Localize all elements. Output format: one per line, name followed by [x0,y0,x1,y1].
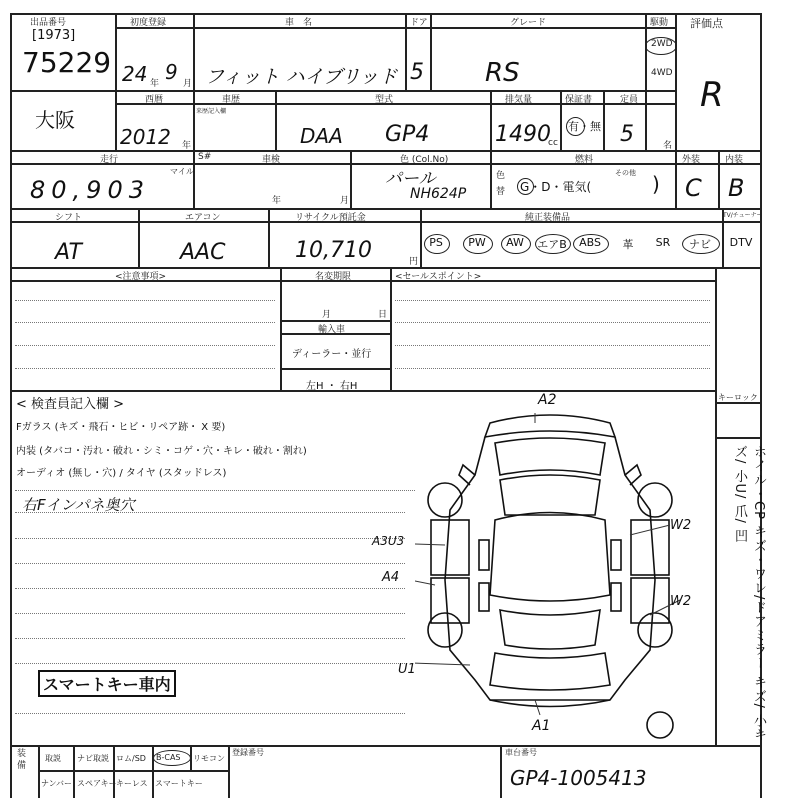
doors: 5 [410,60,424,85]
chassis-label: 車台番号 [505,748,537,757]
score-label: 評価点 [690,17,723,30]
exterior-label: 外装 [682,155,701,165]
audio-line: オーディオ (無し・穴) / タイヤ (スタッドレス) [16,468,227,479]
year-ad: 2012 [120,125,171,149]
capacity-label: 定員 [620,95,639,105]
displacement-label: 排気量 [505,95,533,105]
grade: RS [485,58,520,88]
handle: 左H ・ 右H [306,381,358,392]
score: R [700,75,724,115]
equipment-label: 純正装備品 [525,213,571,223]
location: 大阪 [35,108,75,132]
aircon-label: エアコン [185,213,221,223]
interior: B [728,174,745,202]
color-label: 色 (Col.No) [400,155,449,165]
inspection-label: 車検 [262,155,281,165]
equip-navi: ナビ [689,238,711,251]
smart-key: スマートキー車内 [43,675,171,694]
meigi-label: 名変期限 [315,272,352,282]
interior-label: 内装 [725,155,744,165]
equip-sr: SR [655,236,671,249]
damage-left-front: A3U3 [372,534,405,548]
lot-number: 75229 [22,46,112,79]
smeter-label: S# [198,152,212,162]
car-name-label: 車 名 [285,18,313,28]
keylock-label: キーロック [718,393,758,402]
warranty: 有・無 [568,120,601,133]
shift: AT [55,240,82,265]
inspector-title: < 検査員記入欄 > [16,397,125,412]
footer-equip-label: 装備 [17,749,27,771]
mile-label: マイル [170,167,194,176]
damage-right-front: W2 [670,518,692,533]
mileage: 80,903 [30,176,150,204]
kireki-label: 車歴 [222,95,241,105]
import-type: ディーラー・並行 [292,349,372,360]
damage-left-mid: A4 [382,570,400,585]
auction-lot: [1973] [32,28,76,43]
shift-label: シフト [55,213,83,223]
mileage-label: 走行 [100,155,119,165]
displacement: 1490 [495,122,551,147]
color-change-label: 色替 [496,171,506,197]
model-label: 型式 [375,95,394,105]
equip-abs: ABS [579,236,601,249]
sales-label: <セールスポイント> [395,272,482,282]
equip-ps: PS [429,236,443,249]
notes-label: <注意事項> [115,272,167,282]
recycle: 10,710 [295,238,372,263]
warranty-label: 保証書 [565,95,593,105]
vertical-note: ホイル・CP キズ・ワレ/ドアミラー キズ/ 小キズ/ 小U/ 爪/ 凹 [732,445,766,743]
equip-airbag: エアB [537,238,567,251]
equip-leather: 革 [622,238,634,251]
equip-pw: PW [468,236,486,249]
grade-label: グレード [510,18,547,28]
drive-4wd: 4WD [651,68,673,78]
door-label: ドア [410,18,428,28]
car-diagram [415,395,685,740]
capacity: 5 [620,122,634,147]
damage-bottom: A1 [532,718,551,734]
fuel-other: その他 [615,169,636,177]
handwritten-note: 右Fインパネ奥穴 [22,496,135,514]
car-name: フィット ハイブリッド [205,66,398,88]
lot-label: 出品番号 [30,18,67,28]
kireki-note: 来歴記入欄 [196,108,227,115]
drive-label: 駆動 [650,18,669,28]
import-label: 輸入車 [318,325,346,335]
fuel-label: 燃料 [575,155,594,165]
smart-key-box [38,670,176,697]
chassis-number: GP4-1005413 [510,766,647,790]
reg-label: 登録番号 [232,748,264,757]
first-reg-year: 24 [122,62,148,86]
model-prefix: DAA [300,124,343,148]
glass-line: Fガラス (キズ・飛石・ヒビ・リペア跡・ X 要) [16,422,226,433]
tv-label: TV/チューナー [723,212,763,219]
exterior: C [685,174,702,202]
first-reg-month: 9 [165,60,178,84]
model-code: GP4 [385,122,430,147]
damage-top: A2 [538,392,557,408]
drive-2wd: 2WD [651,39,673,49]
interior-line: 内装 (タバコ・汚れ・破れ・シミ・コゲ・穴・キレ・破れ・割れ) [16,446,307,457]
seireki-label: 西暦 [145,95,164,105]
bcas: B-CAS [156,753,181,762]
equip-dtv: DTV [729,236,753,249]
aircon: AAC [180,240,226,265]
first-reg-label: 初度登録 [130,18,167,28]
color-code: NH624P [410,186,467,202]
damage-left-rear: U1 [398,662,416,677]
color: パール [385,169,436,189]
damage-right-mid: W2 [670,594,692,609]
fuel-options: G・D・電気( [520,180,592,194]
recycle-label: リサイクル預託金 [295,213,366,223]
equip-aw: AW [506,236,524,249]
